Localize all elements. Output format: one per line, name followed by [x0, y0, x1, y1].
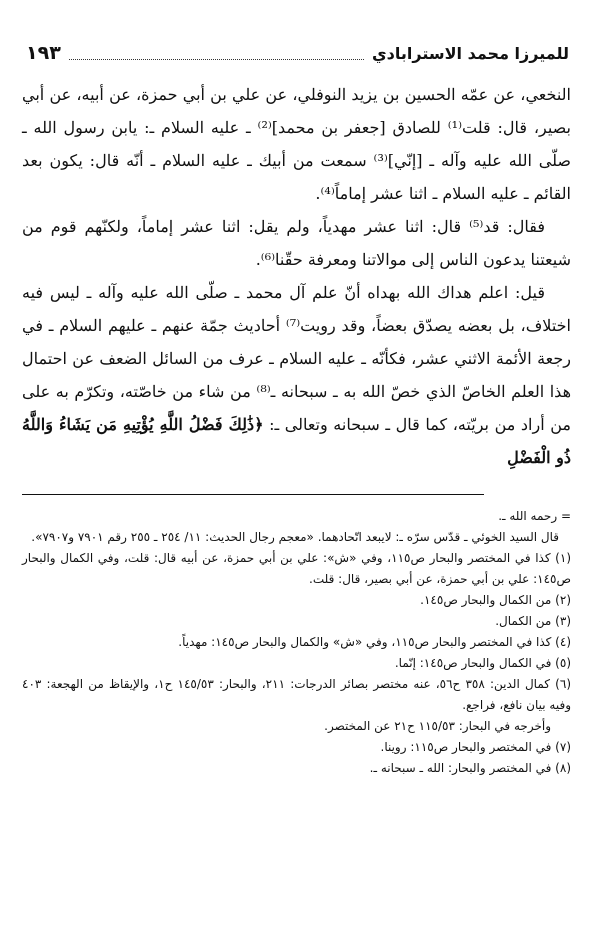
main-text [22, 78, 571, 474]
footnote-3: (٣) من الكمال. [495, 614, 571, 628]
footnotes [22, 506, 571, 779]
footnote-7: (٧) في المختصر والبحار ص١١٥: روينا. [380, 740, 571, 754]
footnote-1: (١) كذا في المختصر والبحار ص١١٥، وفي «ش»: علي بن أبي حمزة، عن أبيه قال: قلت، وفي الكمال والبحار ص١٤٥: علي بن أبي حمزة، عن أبي بصير، قال: قلت. [22, 551, 571, 586]
footnote-5: (٥) في الكمال والبحار ص١٤٥: إنّما. [394, 656, 571, 670]
paragraph-1: النخعي، عن عمّه الحسين بن يزيد النوفلي، عن علي بن أبي حمزة، عن أبيه، عن أبي بصير، قال: قلت⁽¹⁾ للصادق [جعفر بن محمد]⁽²⁾ ـ عليه السلام ـ: يابن رسول الله ـ صلّى الله عليه وآله ـ [إنّي]⁽³⁾ سمعت من أبيك ـ عليه السلام ـ أنّه قال: يكون بعد القائم ـ عليه السلام ـ اثنا عشر إماماً⁽⁴⁾. [22, 85, 572, 203]
quran-verse: ﴿ذَٰلِكَ فَضْلُ اللَّهِ يُؤْتِيهِ مَن يَشَاءُ وَاللَّهُ ذُو الْفَضْلِ [22, 415, 571, 467]
paragraph-2: فقال: قد⁽⁵⁾ قال: اثنا عشر مهدياً، ولم يقل: اثنا عشر إماماً، ولكنّهم قوم من شيعتنا يدعون الناس إلى موالاتنا ومعرفة حقّنا⁽⁶⁾. [22, 217, 571, 269]
footnote-8: (٨) في المختصر والبحار: الله ـ سبحانه ـ. [369, 761, 571, 775]
page-header [26, 40, 569, 66]
running-title: للميرزا محمد الاسترابادي [372, 43, 569, 63]
footnote-6: (٦) كمال الدين: ٣٥٨ ح٥٦، عنه مختصر بصائر الدرجات: ٢١١، والبحار: ١٤٥/٥٣ ح١، والإيقاظ من الهجعة: ٤٠٣ وفيه بيان نافع، فراجع. [22, 677, 571, 712]
paragraph-3 [22, 276, 571, 474]
header-dotted-rule [69, 47, 364, 60]
page-number: ١٩٣ [26, 42, 61, 64]
footnote-continuation-2: قال السيد الخوئي ـ قدّس سرّه ـ: لايبعد اتّحادهما. «معجم رجال الحديث: ١١/ ٢٥٤ ـ ٢٥٥ رقم ٧٩٠١ و٧٩٠٧». [31, 530, 559, 544]
footnote-6-continued: وأخرجه في البحار: ١١٥/٥٣ ح٢١ عن المختصر. [324, 719, 551, 733]
paragraph-3-text: قيل: اعلم هداك الله بهداه أنّ علم آل محمد ـ صلّى الله عليه وآله ـ ليس فيه اختلاف، بل بعضه يصدّق بعضاً، وقد رويت⁽⁷⁾ أحاديث جمّة عنهم ـ عليهم السلام ـ في رجعة الأئمة الاثني عشر، فكأنّه ـ عليه السلام ـ عرف من السائل الضعف عن احتمال هذا العلم الخاصّ الذي خصّ الله به ـ سبحانه ـ⁽⁸⁾ من شاء من خاصّته، وتكرّم به على من أراد من بريّته، كما قال ـ سبحانه وتعالى ـ: [22, 283, 572, 434]
footnote-2: (٢) من الكمال والبحار ص١٤٥. [420, 593, 571, 607]
footnote-4: (٤) كذا في المختصر والبحار ص١١٥، وفي «ش» والكمال والبحار ص١٤٥: مهدياً. [178, 635, 571, 649]
footnote-separator [22, 494, 484, 495]
footnote-continuation-1: = رحمه الله ـ. [498, 509, 571, 523]
